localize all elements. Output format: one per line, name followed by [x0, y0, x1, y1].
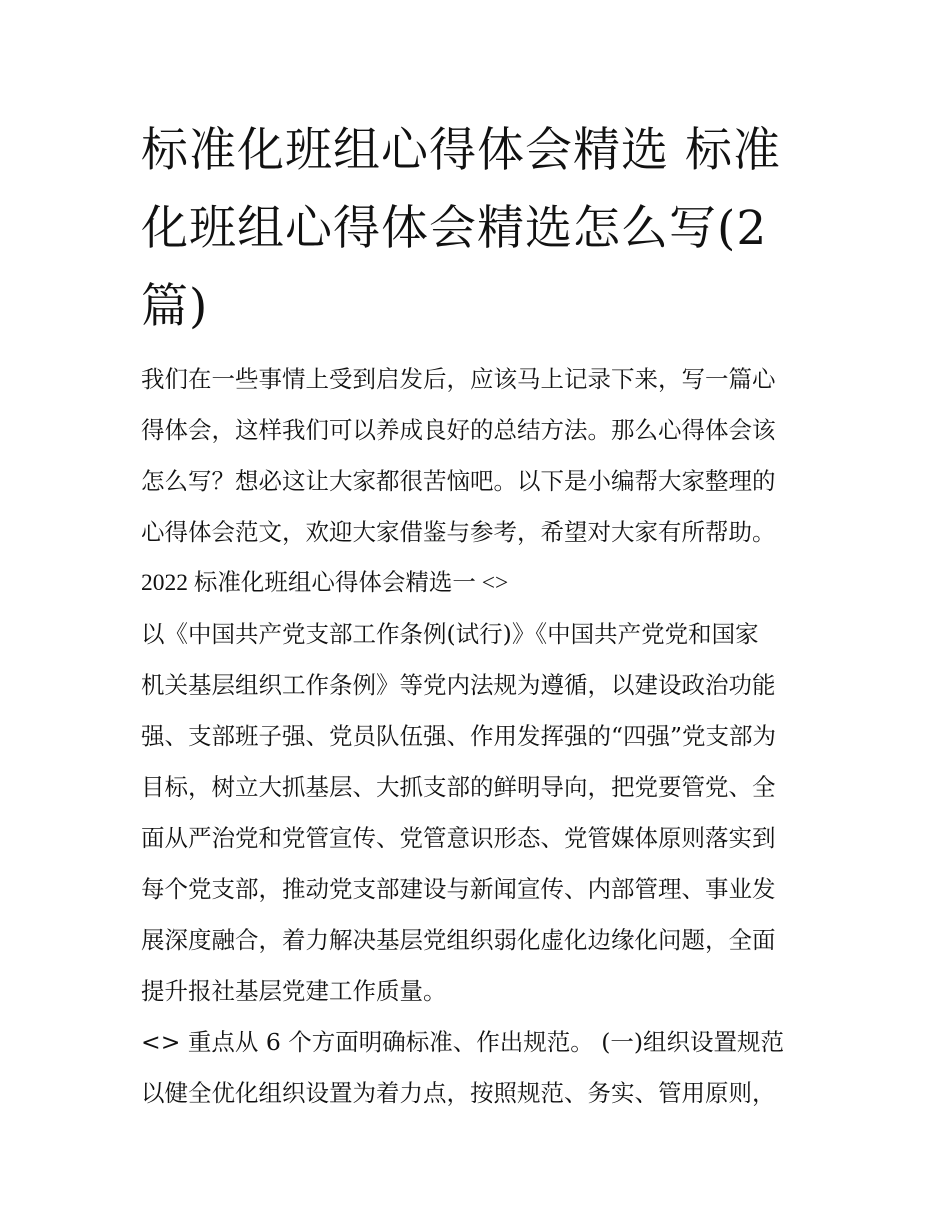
body-paragraph [141, 609, 813, 1017]
body-line: 每个党支部，推动党支部建设与新闻宣传、内部管理、事业发 [141, 875, 776, 903]
section-heading-paragraph [141, 558, 813, 609]
body-line: 以《中国共产党支部工作条例(试行)》《中国共产党党和国家 [141, 620, 759, 648]
intro-line: 怎么写？想必这让大家都很苦恼吧。以下是小编帮大家整理的 [141, 467, 776, 495]
intro-paragraph [141, 354, 813, 558]
intro-line: 得体会，这样我们可以养成良好的总结方法。那么心得体会该 [141, 416, 776, 444]
document-title: 标准化班组心得体会精选 标准化班组心得体会精选怎么写(2篇) [141, 123, 781, 334]
document-page [141, 112, 813, 1119]
body-line: 面从严治党和党管宣传、党管意识形态、党管媒体原则落实到 [141, 824, 776, 852]
section-heading: 2022 标准化班组心得体会精选一 <> [141, 570, 509, 596]
closing-paragraph [141, 1017, 813, 1119]
closing-line: <> 重点从 6 个方面明确标准、作出规范。 (一)组织设置规范 [141, 1028, 785, 1056]
intro-line: 我们在一些事情上受到启发后，应该马上记录下来，写一篇心 [141, 365, 776, 393]
intro-line: 心得体会范文，欢迎大家借鉴与参考，希望对大家有所帮助。 [141, 518, 776, 546]
body-line: 机关基层组织工作条例》等党内法规为遵循，以建设政治功能 [141, 671, 776, 699]
body-line: 提升报社基层党建工作质量。 [141, 977, 447, 1005]
body-line: 目标，树立大抓基层、大抓支部的鲜明导向，把党要管党、全 [141, 773, 776, 801]
body-line: 强、支部班子强、党员队伍强、作用发挥强的“四强”党支部为 [141, 722, 777, 750]
body-line: 展深度融合，着力解决基层党组织弱化虚化边缘化问题，全面 [141, 926, 776, 954]
closing-line: 以健全优化组织设置为着力点，按照规范、务实、管用原则， [141, 1079, 776, 1107]
